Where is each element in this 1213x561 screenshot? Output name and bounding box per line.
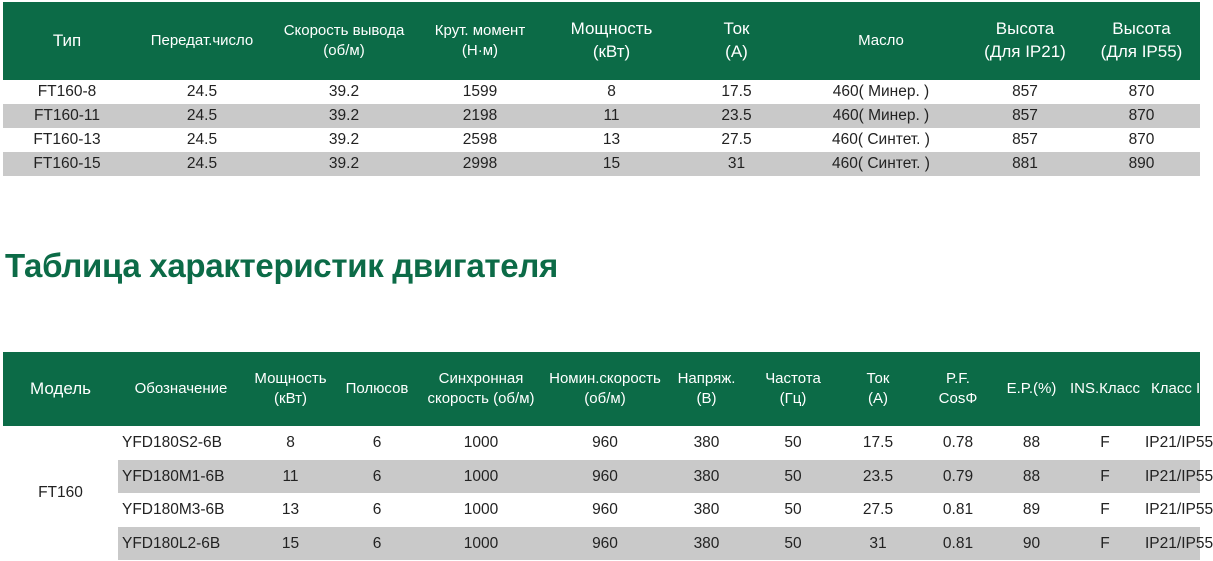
header-unit: CosΦ [938,390,978,407]
header-unit: скорость (об/м) [427,390,535,407]
cell: IP21/IP55 [1145,527,1200,561]
header-label: Мощность [570,19,653,39]
header-label: Высота [1112,19,1171,39]
cell: 380 [693,500,720,518]
col-voltage-header [665,352,748,426]
motor-spec-table [3,352,1213,560]
cell: 0.81 [918,527,998,561]
header-label: Крут. момент [434,21,526,39]
col-power-header [244,352,337,426]
cell: 460( Синтет. ) [832,131,930,148]
cell: 24.5 [131,104,273,128]
cell: F [1065,527,1145,561]
cell: 960 [592,500,618,518]
cell: F [1100,433,1110,451]
cell: 13 [602,131,621,148]
col-poles-header [337,352,417,426]
header-unit: (В) [696,390,717,407]
cell: FT160-11 [3,104,131,128]
header-label: Ток [723,19,750,39]
cell: 1599 [462,83,498,100]
cell: 50 [784,500,802,518]
cell: YFD180L2-6B [118,527,244,561]
cell: 50 [748,460,838,494]
header-label: Высота [995,19,1055,39]
cell: 1000 [417,527,545,561]
cell: 0.79 [918,460,998,494]
cell: 89 [1022,500,1041,518]
cell: 50 [748,527,838,561]
cell: 380 [665,527,748,561]
cell: 1000 [463,500,499,518]
header-label: Скорость вывода [283,21,405,39]
header-label: Номин.скорость [549,369,661,387]
header-label: Тип [52,30,82,50]
cell: 50 [784,433,802,451]
cell: 15 [244,527,337,561]
header-label: E.P.(%) [1006,379,1057,397]
cell: F [1065,460,1145,494]
cell: 15 [545,152,678,176]
cell: 27.5 [862,500,894,518]
header-unit: (А) [725,42,748,61]
cell: FT160-8 [37,83,97,100]
cell: YFD180S2-6B [122,433,222,451]
cell: 960 [592,433,618,451]
cell: 460( Синтет. ) [795,152,967,176]
header-label: Обозначение [134,379,228,397]
cell: 24.5 [186,83,218,100]
section-title: Таблица характеристик двигателя [5,247,558,284]
table-row [3,493,1200,527]
cell: 6 [372,433,382,451]
header-unit: (кВт) [274,390,307,407]
cell: 23.5 [838,460,918,494]
cell: 0.78 [942,433,974,451]
table-row [3,128,1200,152]
table-row [3,527,1200,561]
cell: 380 [665,460,748,494]
table-row [3,426,1200,460]
cell: IP21/IP55 [1145,460,1200,494]
col-oil-header [795,2,967,80]
cell: 90 [998,527,1065,561]
cell: 857 [1012,131,1038,148]
col-model-header [3,352,118,426]
cell: 881 [967,152,1083,176]
cell: 870 [1128,131,1155,148]
cell: 6 [337,527,417,561]
header-label: INS.Класс [1069,379,1140,397]
col-efficiency-header [998,352,1065,426]
header-label: Передат.число [150,31,254,49]
header-label: Модель [29,378,92,398]
cell: 460( Минер. ) [832,83,930,100]
cell: 27.5 [721,131,752,148]
table-row [3,80,1200,104]
cell: 8 [286,433,295,451]
cell: 39.2 [273,104,415,128]
header-unit: (Для IP55) [1100,42,1183,61]
col-power-factor-header [918,352,998,426]
cell: 380 [693,433,720,451]
header-unit: (кВт) [592,42,631,61]
cell: 2198 [415,104,545,128]
header-label: Синхронная [438,369,524,387]
header-label: Класс IP [1151,379,1211,397]
header-unit: (Н·м) [461,42,499,59]
table-row [3,104,1200,128]
cell: 8 [607,83,616,100]
cell: YFD180M3-6B [122,500,225,518]
col-ratio-header [131,2,273,80]
cell: FT160-13 [33,131,101,148]
table-row [3,152,1200,176]
header-label: Частота [765,369,821,387]
col-sync-speed-header [417,352,545,426]
header-label: P.F. [946,369,970,387]
cell: 1000 [417,460,545,494]
cell: 39.2 [328,131,360,148]
header-unit: (об/м) [323,42,365,59]
col-current-header [838,352,918,426]
cell: 88 [998,460,1065,494]
header-label: Мощность [254,369,327,387]
cell: 13 [281,500,300,518]
model-cell: FT160 [3,426,118,560]
cell: 88 [1022,433,1041,451]
cell: F [1100,500,1110,518]
cell: 857 [967,104,1083,128]
cell: 960 [545,527,665,561]
cell: 2598 [462,131,498,148]
cell: YFD180M1-6B [118,460,244,494]
col-designation-header [118,352,244,426]
col-type-header [3,2,131,80]
cell: 460( Минер. ) [795,104,967,128]
cell: 39.2 [273,152,415,176]
cell: 17.5 [862,433,894,451]
header-unit: (Гц) [779,390,807,407]
cell: 24.5 [186,131,218,148]
cell: FT160-15 [3,152,131,176]
header-label: Масло [858,31,904,49]
cell: 24.5 [131,152,273,176]
col-ip-class-header [1145,352,1211,426]
cell: 1000 [463,433,499,451]
header-label: Полюсов [345,379,409,397]
table-row [3,460,1200,494]
table-header-row [3,352,1200,426]
cell: 31 [678,152,795,176]
col-power-header [545,2,678,80]
cell: 23.5 [678,104,795,128]
col-insulation-class-header [1065,352,1145,426]
cell: 870 [1083,104,1200,128]
header-label: Ток [866,369,890,387]
cell: 960 [545,460,665,494]
cell: 11 [545,104,678,128]
cell: 17.5 [721,83,752,100]
col-height-ip21-header [967,2,1083,80]
cell: 11 [244,460,337,494]
col-torque-header [415,2,545,80]
cell: 39.2 [328,83,360,100]
header-unit: (Для IP21) [984,42,1066,61]
table-header-row [3,2,1200,80]
cell: 31 [838,527,918,561]
col-frequency-header [748,352,838,426]
cell: 6 [372,500,382,518]
header-unit: (А) [868,390,888,407]
cell: 890 [1083,152,1200,176]
cell: IP21/IP55 [1145,500,1213,518]
cell: 0.81 [942,500,974,518]
cell: IP21/IP55 [1145,433,1213,451]
cell: 2998 [415,152,545,176]
gearbox-spec-table [3,2,1200,176]
col-height-ip55-header [1083,2,1200,80]
header-label: Напряж. [677,369,736,387]
col-rated-speed-header [545,352,665,426]
cell: 870 [1128,83,1155,100]
col-current-header [678,2,795,80]
header-unit: (об/м) [584,390,626,407]
cell: 6 [337,460,417,494]
cell: 857 [1012,83,1038,100]
col-output-speed-header [273,2,415,80]
